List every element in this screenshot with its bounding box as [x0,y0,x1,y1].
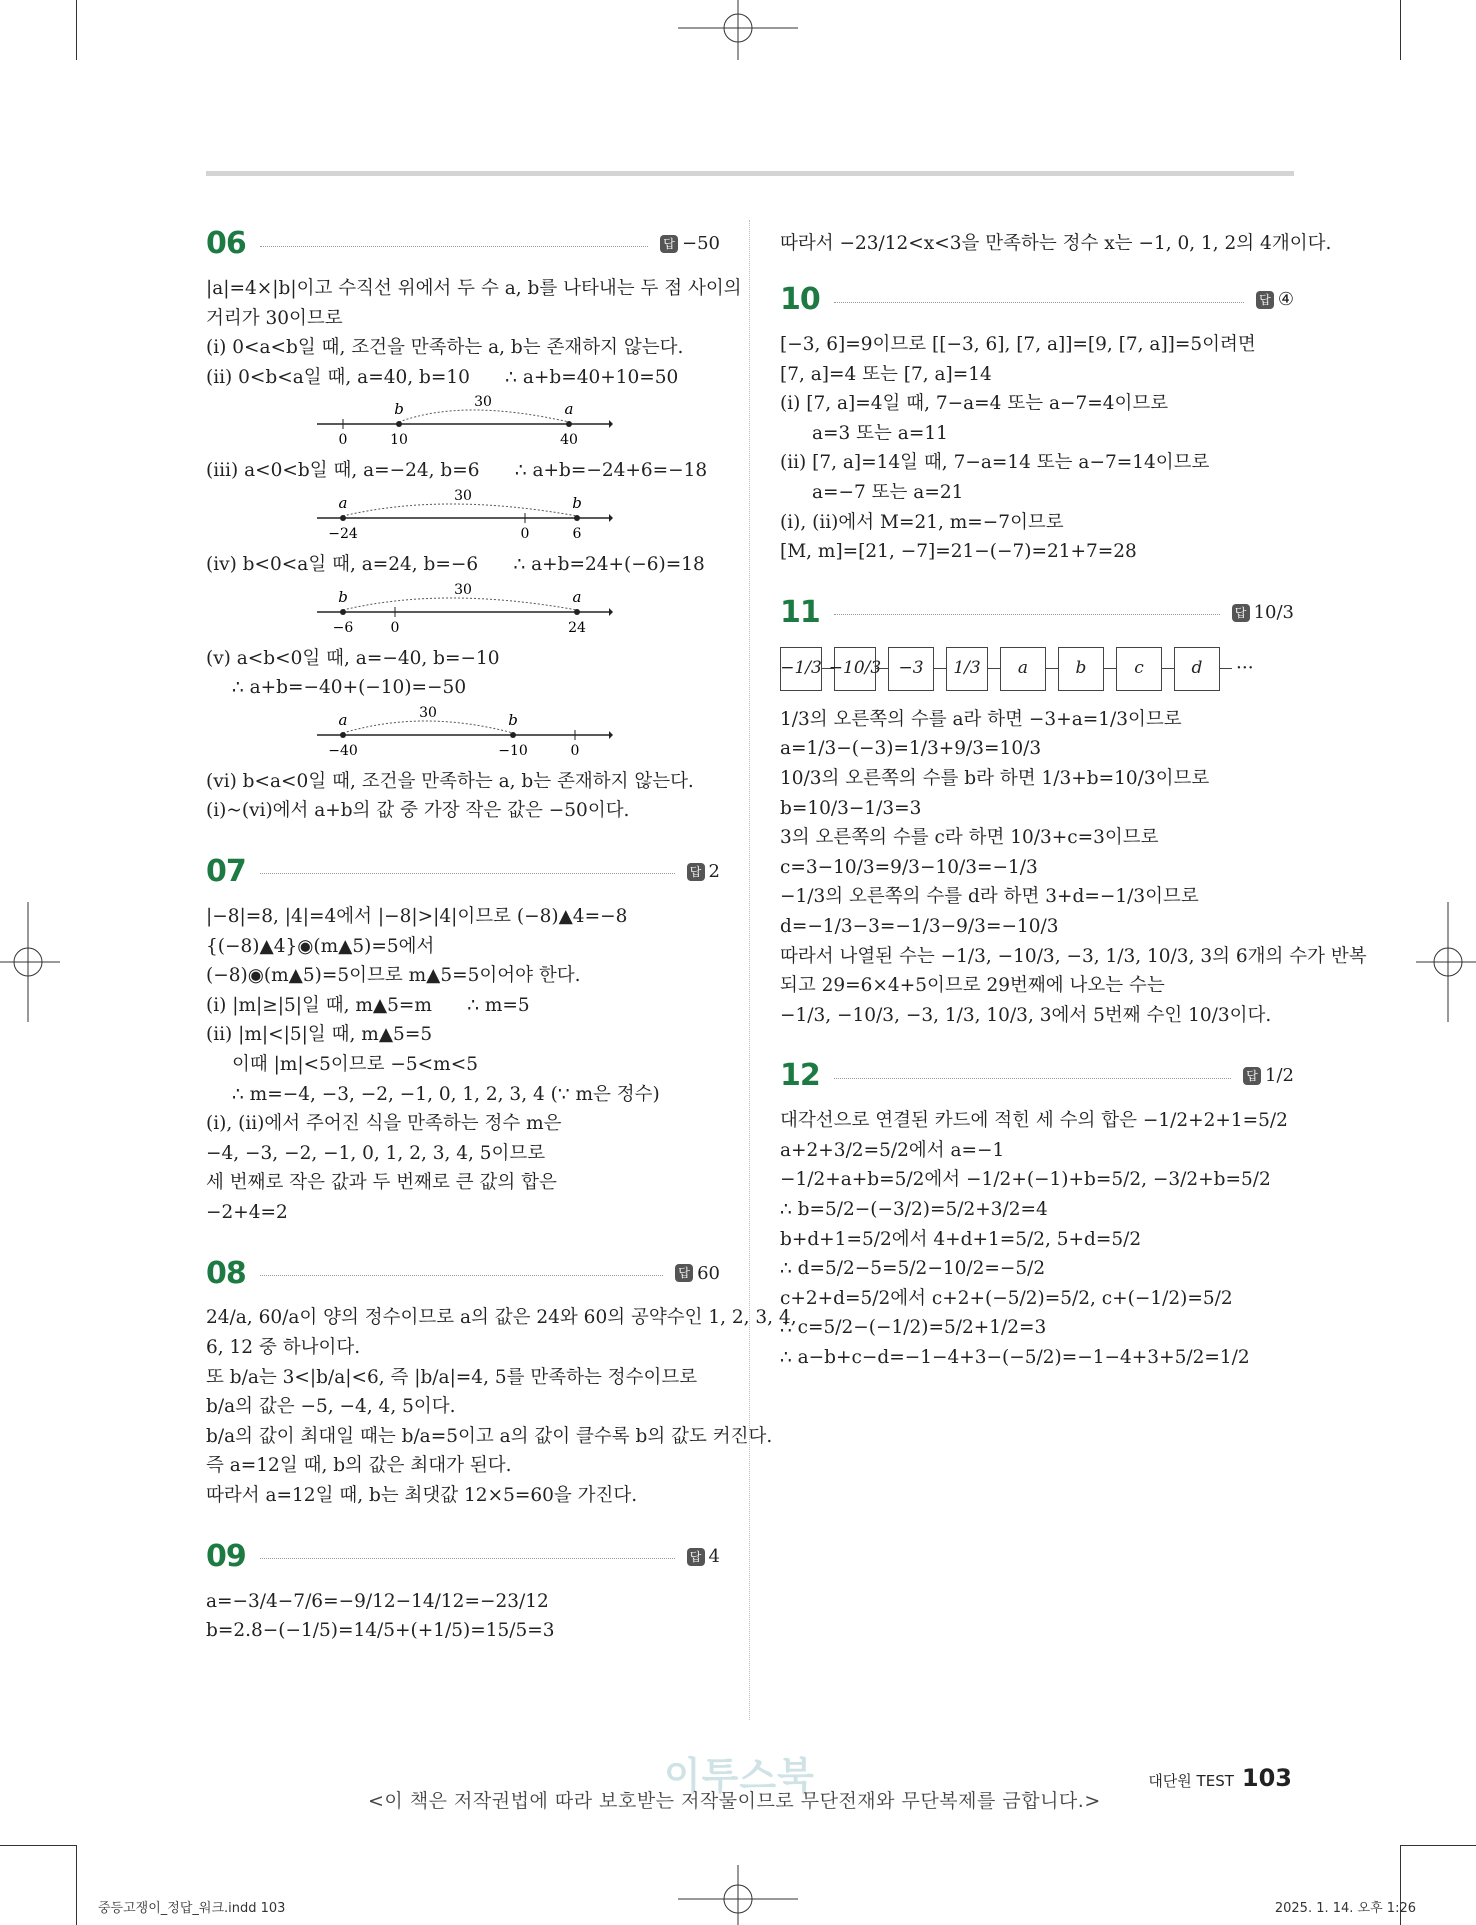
text-line: (ⅱ) 0<b<a일 때, a=40, b=10 ∴ a+b=40+10=50 [206,366,679,388]
registration-mark-top [678,0,798,60]
leader-dots [834,614,1220,615]
text-line: [M, m]=[21, −7]=21−(−7)=21+7=28 [780,541,1137,563]
question-06 [206,222,742,826]
tick-label: 6 [572,525,582,542]
point-label: a [564,400,574,419]
text-line: −2+4=2 [206,1201,288,1223]
text-line: −1/3, −10/3, −3, 1/3, 10/3, 3에서 5번째 수인 10/3이다. [780,1004,1272,1026]
question-number: 10 [780,282,820,318]
text-line: (ⅰ) 0<a<b일 때, 조건을 만족하는 a, b는 존재하지 않는다. [206,337,684,359]
card: −10/3 [834,647,876,691]
question-header [206,850,720,894]
text-line: [7, a]=4 또는 [7, a]=14 [780,363,992,385]
tick-label: 24 [568,619,586,636]
answer-value: 60 [697,1262,720,1284]
card: c [1116,647,1162,691]
text-line: (ⅰ), (ⅱ)에서 M=21, m=−7이므로 [780,511,1064,533]
distance-label: 30 [474,394,492,411]
leader-dots [260,873,675,874]
text-line: 이때 |m|<5이므로 −5<m<5 [232,1053,478,1075]
page-footer [1148,1764,1292,1792]
text-line: ∴ a−b+c−d=−1−4+3−(−5/2)=−1−4+3+5/2=1/2 [780,1347,1250,1369]
leader-dots [834,1078,1231,1079]
distance-label: 30 [454,581,472,598]
question-12 [780,1054,1294,1372]
answer-icon: 답 [687,1548,705,1566]
text-line: |−8|=8, |4|=4에서 |−8|>|4|이므로 (−8)▲4=−8 [206,905,628,927]
text-line: 즉 a=12일 때, b의 값은 최대가 된다. [206,1455,512,1477]
number-line [313,392,613,454]
number-line [313,486,613,548]
answer-badge [1243,1061,1294,1091]
tick-label: 10 [390,432,408,449]
text-line: 되고 29=6×4+5이므로 29번째에 나오는 수는 [780,975,1165,997]
page-number: 103 [1241,1764,1292,1792]
question-header [206,1535,720,1579]
leader-dots [834,302,1244,303]
answer-value: 2 [708,861,720,883]
text-line: a+2+3/2=5/2에서 a=−1 [780,1139,1005,1161]
text-line: (ⅳ) b<0<a일 때, a=24, b=−6 ∴ a+b=24+(−6)=18 [206,553,705,575]
point-label: b [338,587,348,606]
text-line: b/a의 값은 −5, −4, 4, 5이다. [206,1396,456,1418]
text-line: 세 번째로 작은 값과 두 번째로 큰 값의 합은 [206,1172,557,1194]
answer-icon: 답 [675,1264,693,1282]
question-09 [206,1535,720,1646]
text-line: 10/3의 오른쪽의 수를 b라 하면 1/3+b=10/3이므로 [780,767,1210,789]
answer-badge [687,1542,720,1572]
number-line [313,703,613,765]
top-rule [206,171,1294,176]
question-header [780,1054,1294,1098]
text-line: ∴ a+b=−40+(−10)=−50 [232,677,467,699]
question-07 [206,850,720,1228]
crop-mark [1400,1845,1476,1846]
text-line: 24/a, 60/a이 양의 정수이므로 a의 값은 24와 60의 공약수인 1, 2, 3, 4, [206,1307,797,1329]
text-line: 6, 12 중 하나이다. [206,1337,361,1359]
text-line: (ⅲ) a<0<b일 때, a=−24, b=6 ∴ a+b=−24+6=−18 [206,460,708,482]
point-label: b [394,400,404,419]
point-label: a [338,493,348,512]
distance-label: 30 [454,487,472,504]
crop-mark [76,1845,77,1925]
tick-label: −40 [328,742,358,759]
text-line: 3의 오른쪽의 수를 c라 하면 10/3+c=3이므로 [780,827,1159,849]
text-line: d=−1/3−3=−1/3−9/3=−10/3 [780,915,1059,937]
question-10 [780,278,1294,567]
text-line: b=2.8−(−1/5)=14/5+(+1/5)=15/5=3 [206,1620,555,1642]
tick-label: 0 [520,525,530,542]
question-number: 07 [206,854,246,890]
leader-dots [260,1275,663,1276]
text-line: (ⅱ) |m|<|5|일 때, m▲5=5 [206,1024,433,1046]
text-line: ∴ m=−4, −3, −2, −1, 0, 1, 2, 3, 4 (∵ m은 정수) [232,1083,660,1105]
point-label: b [572,493,582,512]
point-label: a [572,587,582,606]
text-line: ∴ d=5/2−5=5/2−10/2=−5/2 [780,1258,1046,1280]
tick-label: 0 [570,742,580,759]
answer-value: 4 [708,1545,720,1567]
crop-mark [0,1845,76,1846]
text-line: (ⅱ) [7, a]=14일 때, 7−a=14 또는 a−7=14이므로 [780,452,1210,474]
crop-mark [1400,0,1401,60]
question-number: 12 [780,1058,820,1094]
answer-badge [1256,285,1294,315]
text-line: ∴ c=5/2−(−1/2)=5/2+1/2=3 [780,1317,1047,1339]
text-line: 거리가 30이므로 [206,307,343,329]
question-11 [780,591,1367,1031]
text-line: 따라서 −23/12<x<3을 만족하는 정수 x는 −1, 0, 1, 2의 4개이다. [780,233,1332,254]
distance-label: 30 [419,704,437,721]
question-number: 11 [780,594,820,630]
tick-label: 40 [560,432,578,449]
question-08 [206,1251,797,1510]
text-line: 따라서 나열된 수는 −1/3, −10/3, −3, 1/3, 10/3, 3의 6개의 수가 반복 [780,945,1367,967]
tick-label: −24 [328,525,358,542]
right-column [780,222,1367,1373]
text-line: (ⅴ) a<b<0일 때, a=−40, b=−10 [206,647,500,669]
text-line: {(−8)▲4}◉(m▲5)=5에서 [206,935,435,957]
tick-label: 0 [338,432,348,449]
card: b [1058,647,1104,691]
print-filename: 중등고쟁이_정답_워크.indd 103 [98,1901,286,1916]
card: a [1000,647,1046,691]
print-date: 2025. 1. 14. 오후 1:26 [1274,1901,1416,1916]
question-header [206,222,720,266]
answer-badge [660,229,720,259]
copyright-notice: <이 책은 저작권법에 따라 보호받는 저작물이므로 무단전재와 무단복제를 금합니다.> [368,1790,1101,1812]
leader-dots [260,246,648,247]
registration-mark-left [0,902,60,1022]
text-line: a=3 또는 a=11 [812,422,948,444]
text-line: (ⅰ), (ⅱ)에서 주어진 식을 만족하는 정수 m은 [206,1113,562,1135]
text-line: c=3−10/3=9/3−10/3=−1/3 [780,856,1038,878]
left-column [206,222,797,1646]
text-line: [−3, 6]=9이므로 [[−3, 6], [7, a]]=[9, [7, a]]=5이려면 [780,334,1256,355]
text-line: (ⅰ) [7, a]=4일 때, 7−a=4 또는 a−7=4이므로 [780,393,1169,415]
text-line: a=−3/4−7/6=−9/12−14/12=−23/12 [206,1590,549,1612]
crop-mark [76,0,77,60]
text-line: (ⅰ)~(ⅵ)에서 a+b의 값 중 가장 작은 값은 −50이다. [206,800,630,822]
tick-label: −6 [332,619,354,636]
answer-badge [1232,598,1294,628]
answer-icon: 답 [1256,291,1274,309]
point-label: a [338,710,348,729]
text-line: |a|=4×|b|이고 수직선 위에서 두 수 a, b를 나타내는 두 점 사이의 [206,278,742,299]
answer-icon: 답 [1232,604,1250,622]
card: −1/3 [780,647,822,691]
card-ellipsis: ··· [1236,657,1254,679]
text-line: −4, −3, −2, −1, 0, 1, 2, 3, 4, 5이므로 [206,1142,546,1164]
card: −3 [888,647,934,691]
number-line [313,580,613,642]
text-line: a=−7 또는 a=21 [812,481,964,503]
tick-label: 0 [390,619,400,636]
answer-value: ④ [1277,289,1294,311]
answer-icon: 답 [1243,1067,1261,1085]
text-line: −1/3의 오른쪽의 수를 d라 하면 3+d=−1/3이므로 [780,886,1199,908]
question-header [780,591,1294,635]
text-line: (ⅰ) |m|≥|5|일 때, m▲5=m ∴ m=5 [206,994,530,1016]
section-label: 대단원 TEST [1148,1772,1234,1790]
question-number: 09 [206,1538,246,1574]
text-line: b=10/3−1/3=3 [780,797,922,819]
card-sequence [780,643,1294,695]
question-header [780,278,1294,322]
text-line: 또 b/a는 3<|b/a|<6, 즉 |b/a|=4, 5를 만족하는 정수이므로 [206,1366,698,1388]
text-line: 대각선으로 연결된 카드에 적힌 세 수의 합은 −1/2+2+1=5/2 [780,1110,1288,1132]
tick-label: −10 [498,742,528,759]
answer-icon: 답 [660,235,678,253]
text-line: c+2+d=5/2에서 c+2+(−5/2)=5/2, c+(−1/2)=5/2 [780,1287,1233,1309]
watermark-logo: 이투스북 [664,1754,815,1798]
registration-mark-bottom [678,1865,798,1925]
text-line: 따라서 a=12일 때, b는 최댓값 12×5=60을 가진다. [206,1485,638,1507]
question-header [206,1251,720,1295]
point-label: b [508,710,518,729]
column-divider [749,220,750,1720]
registration-mark-right [1416,902,1476,1022]
answer-value: 1/2 [1265,1065,1294,1087]
answer-value: −50 [682,233,720,255]
text-line: (−8)◉(m▲5)=5이므로 m▲5=5이어야 한다. [206,965,581,987]
text-line: b/a의 값이 최대일 때는 b/a=5이고 a의 값이 클수록 b의 값도 커진다. [206,1425,773,1447]
answer-icon: 답 [687,863,705,881]
text-line: a=1/3−(−3)=1/3+9/3=10/3 [780,738,1042,760]
card: d [1174,647,1220,691]
text-line: b+d+1=5/2에서 4+d+1=5/2, 5+d=5/2 [780,1228,1142,1250]
question-number: 08 [206,1255,246,1291]
text-line: (ⅵ) b<a<0일 때, 조건을 만족하는 a, b는 존재하지 않는다. [206,770,694,792]
answer-badge [687,857,720,887]
text-line: ∴ b=5/2−(−3/2)=5/2+3/2=4 [780,1199,1048,1221]
answer-badge [675,1259,720,1289]
leader-dots [260,1558,675,1559]
text-line: 1/3의 오른쪽의 수를 a라 하면 −3+a=1/3이므로 [780,708,1182,730]
question-number: 06 [206,226,246,262]
answer-value: 10/3 [1253,601,1294,623]
text-line: −1/2+a+b=5/2에서 −1/2+(−1)+b=5/2, −3/2+b=5/2 [780,1169,1271,1191]
card: 1/3 [946,647,988,691]
